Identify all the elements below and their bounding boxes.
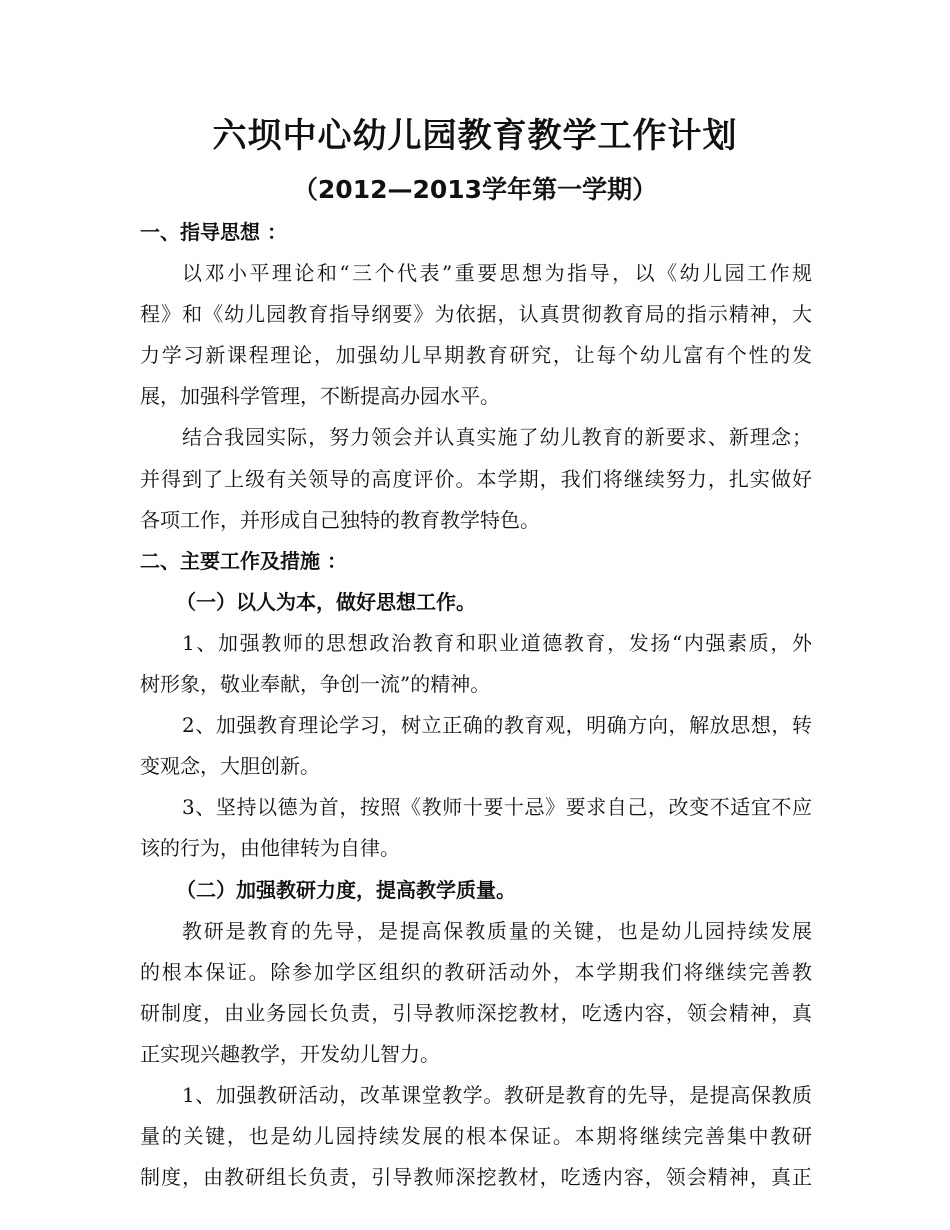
list-item-line: 3、坚持以德为首，按照《教师十要十忌》要求自己，改变不适宜不应 bbox=[182, 795, 812, 820]
subsection-heading-teaching-research: （二）加强教研力度，提高教学质量。 bbox=[176, 877, 516, 902]
document-body bbox=[140, 212, 812, 1198]
section-heading-main-work: 二、主要工作及措施 ： bbox=[140, 548, 347, 573]
section-heading-guiding-ideology: 一、指导思想 ： bbox=[140, 220, 287, 244]
paragraph-line: 教研是教育的先导，是提高保教质量的关键，也是幼儿园持续发展 bbox=[182, 918, 812, 943]
paragraph-line: 展，加强科学管理，不断提高办园水平。 bbox=[140, 384, 500, 409]
list-item-line: 该的行为，由他律转为自律。 bbox=[140, 836, 400, 861]
paragraph-line: 研制度，由业务园长负责，引导教师深挖教材，吃透内容，领会精神，真 bbox=[140, 1000, 812, 1025]
list-item-line: 树形象，敬业奉献，争创一流”的精神。 bbox=[140, 672, 491, 697]
list-item-line: 1、加强教研活动，改革课堂教学。教研是教育的先导，是提高保教质 bbox=[182, 1082, 812, 1107]
paragraph-line: 力学习新课程理论，加强幼儿早期教育研究，让每个幼儿富有个性的发 bbox=[140, 343, 812, 368]
paragraph-line: 程》和《幼儿园教育指导纲要》为依据，认真贯彻教育局的指示精神，大 bbox=[140, 302, 812, 327]
document-title: 六坝中心幼儿园教育教学工作计划 bbox=[212, 116, 738, 156]
paragraph-line: 各项工作，并形成自己独特的教育教学特色。 bbox=[140, 507, 540, 532]
subsection-heading-ideological-work: （一）以人为本，做好思想工作。 bbox=[176, 589, 476, 614]
paragraph-line: 结合我园实际，努力领会并认真实施了幼儿教育的新要求、新理念； bbox=[182, 425, 812, 450]
list-item-line: 变观念，大胆创新。 bbox=[140, 754, 320, 779]
paragraph-line: 并得到了上级有关领导的高度评价。本学期，我们将继续努力，扎实做好 bbox=[140, 466, 812, 491]
list-item-line: 量的关键，也是幼儿园持续发展的根本保证。本期将继续完善集中教研 bbox=[140, 1124, 812, 1149]
list-item-line: 2、加强教育理论学习，树立正确的教育观，明确方向，解放思想，转 bbox=[182, 713, 812, 738]
document-subtitle: （2012—2013学年第一学期） bbox=[292, 175, 658, 204]
paragraph-line: 以邓小平理论和“三个代表”重要思想为指导，以《幼儿园工作规 bbox=[182, 261, 812, 286]
list-item-line: 1、加强教师的思想政治教育和职业道德教育，发扬“内强素质，外 bbox=[182, 630, 812, 655]
paragraph-line: 正实现兴趣教学，开发幼儿智力。 bbox=[140, 1041, 440, 1066]
paragraph-line: 的根本保证。除参加学区组织的教研活动外，本学期我们将继续完善教 bbox=[140, 959, 812, 984]
list-item-line: 制度，由教研组长负责，引导教师深挖教材，吃透内容，领会精神，真正 bbox=[140, 1165, 812, 1190]
